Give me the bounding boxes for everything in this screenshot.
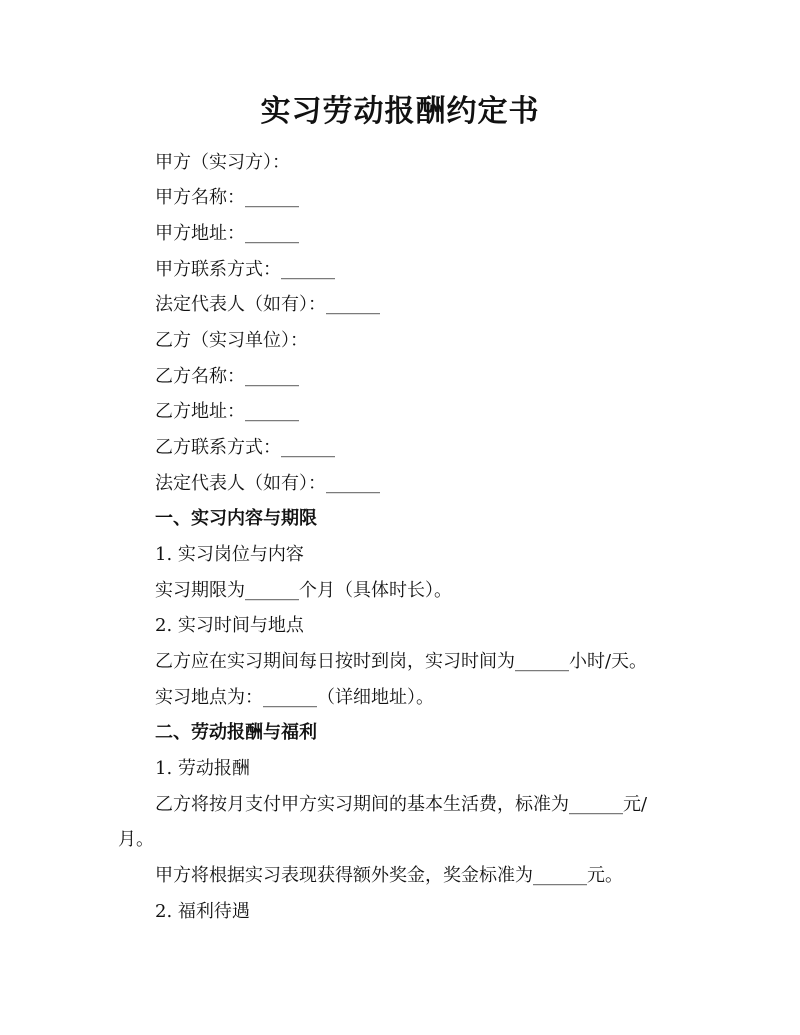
- section2-item1-title: 1. 劳动报酬: [155, 758, 250, 779]
- section2-item1-text2: 甲方将根据实习表现获得额外奖金，奖金标准为______元。: [155, 865, 623, 886]
- party-b-name: 乙方名称：______: [155, 366, 299, 387]
- party-b-address: 乙方地址：______: [155, 401, 299, 422]
- section2-item2-title: 2. 福利待遇: [155, 901, 250, 922]
- party-a-legal-rep: 法定代表人（如有）：______: [155, 294, 380, 315]
- section2-heading: 二、劳动报酬与福利: [155, 722, 317, 743]
- document-title: 实习劳动报酬约定书: [260, 94, 540, 129]
- section1-item1-title: 1. 实习岗位与内容: [155, 544, 304, 565]
- party-b-legal-rep: 法定代表人（如有）：______: [155, 473, 380, 494]
- party-a-contact: 甲方联系方式：______: [155, 259, 335, 280]
- party-b-heading: 乙方（实习单位）：: [155, 330, 308, 351]
- party-a-name: 甲方名称：______: [155, 187, 299, 208]
- party-a-address: 甲方地址：______: [155, 223, 299, 244]
- party-a-heading: 甲方（实习方）：: [155, 152, 290, 173]
- party-b-contact: 乙方联系方式：______: [155, 437, 335, 458]
- section1-item1-text: 实习期限为______个月（具体时长）。: [155, 580, 452, 601]
- section1-item2-text2: 实习地点为：______（详细地址）。: [155, 687, 434, 708]
- section2-item1-text-line2: 月。: [118, 829, 154, 850]
- section2-item1-text-line1: 乙方将按月支付甲方实习期间的基本生活费，标准为______元/: [155, 794, 648, 815]
- section1-item2-text1: 乙方应在实习期间每日按时到岗，实习时间为______小时/天。: [155, 651, 648, 672]
- section1-item2-title: 2. 实习时间与地点: [155, 615, 304, 636]
- section1-heading: 一、实习内容与期限: [155, 508, 317, 529]
